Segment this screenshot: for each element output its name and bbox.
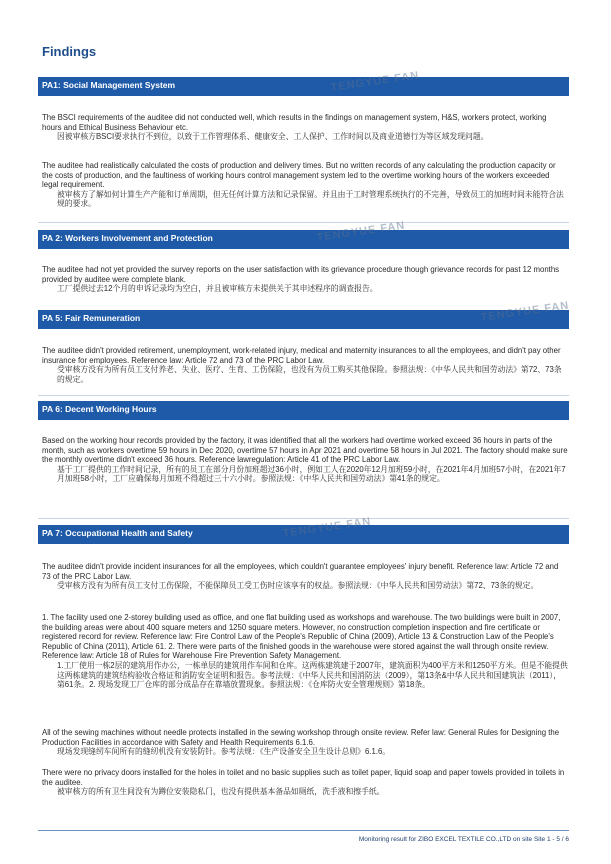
finding-text-zh: 工厂提供过去12个月的申诉记录均为空白，并且被审核方未提供关于其申述程序的调查报告。 bbox=[57, 284, 378, 294]
finding-text-en: The auditee had not yet provided the survey reports on the user satisfaction with its grievance procedure though grievance records for past 12 months provided by auditee were complete blank. bbox=[42, 265, 560, 284]
finding-text-zh: 1.工厂使用一栋2层的建筑用作办公，一栋单层的建筑用作车间和仓库。这两栋建筑建于2007年，建筑面积为400平方米和1250平方米。但是不能提供这两栋建筑的建筑结构验收合格证和消防安全证明和报告。参考法规：《中华人民共和国消防法（2009），第13条&中华人民共和国建筑法（2011），第61条。2. 现场发现工厂仓库的部分成品存在靠墙放置现象。参照法规：《仓库防火安全管理规则》第18条。 bbox=[57, 660, 568, 690]
finding-text-zh: 因被审核方BSCI要求执行不到位，以致于工作管理体系、健康安全、工人保护、工作时间以及商业道德行为等区域发现问题。 bbox=[57, 132, 489, 142]
page-title: Findings bbox=[42, 44, 97, 59]
finding-text-en: There were no privacy doors installed for the holes in toilet and no basic supplies such as toilet paper, liquid soap and paper towels provided in toilets in the auditee. bbox=[42, 768, 565, 787]
finding-text-zh: 被审核方了解如何计算生产产能和订单周期，但无任何计算方法和记录保留。并且由于工时管理系统执行的不完善，导致员工的加班时间未能符合法规的要求。 bbox=[57, 189, 564, 209]
finding-text-en: Based on the working hour records provided by the factory, it was identified that all the workers had overtime worked exceed 36 hours in parts of the month, such as workers overtime 59 hours in Dec 2020, overtime 57 hours in Apr 2021 and overtime 58 hours in Jul 2021. The factory should make sure the monthly overtime didn't exceed 36 hours. Reference lawregulation: Article 41 of the PRC Labor Law. bbox=[42, 436, 568, 465]
watermark: TENGYUE FAN bbox=[480, 299, 571, 324]
section-title: PA 7: Occupational Health and Safety bbox=[42, 528, 193, 538]
section-header-pa1 bbox=[38, 77, 569, 96]
section-title: PA 5: Fair Remuneration bbox=[42, 313, 141, 323]
finding-paragraph bbox=[42, 562, 568, 591]
divider bbox=[38, 395, 569, 396]
watermark: TENGYUE FAN bbox=[316, 219, 407, 244]
finding-paragraph bbox=[42, 613, 568, 690]
section-header-pa2 bbox=[38, 230, 569, 249]
finding-paragraph bbox=[42, 346, 568, 384]
finding-paragraph bbox=[42, 161, 568, 209]
section-title: PA 2: Workers Involvement and Protection bbox=[42, 233, 213, 243]
page-footer: Monitoring result for ZIBO EXCEL TEXTILE CO.,LTD on site Site 1 - 5 / 6 bbox=[358, 836, 569, 843]
footer-divider bbox=[38, 830, 569, 831]
section-header-pa6 bbox=[38, 401, 569, 420]
finding-paragraph bbox=[42, 436, 568, 484]
finding-text-en: The BSCI requirements of the auditee did not conducted well, which results in the findings on management system, H&S, workers protect, working hours and Ethical Business Behaviour etc. bbox=[42, 113, 547, 132]
finding-text-en: All of the sewing machines without needle protects installed in the sewing workshop through onsite review. Refer law: General Rules for Designing the Production Facilities in accordance with Safety and Health Requirements 6.1.6. bbox=[42, 728, 560, 747]
finding-text-en: The auditee didn't provide incident insurances for all the employees, which couldn't guarantee employees' injury benefit. Reference law: Article 72 and 73 of the PRC Labor Law. bbox=[42, 562, 559, 581]
watermark: TENGYUE FAN bbox=[330, 69, 421, 94]
finding-text-zh: 受审核方没有为所有员工支付工伤保险，不能保障员工受工伤时应该享有的权益。参照法规：《中华人民共和国劳动法》第72、73条的规定。 bbox=[57, 581, 539, 591]
watermark: TENGYUE FAN bbox=[282, 515, 373, 540]
section-title: PA1: Social Management System bbox=[42, 80, 176, 90]
finding-text-zh: 受审核方没有为所有员工支付养老、失业、医疗、生育、工伤保险，也没有为员工购买其他保险。参照法规：《中华人民共和国劳动法》第72、73条的规定。 bbox=[57, 365, 562, 384]
section-title: PA 6: Decent Working Hours bbox=[42, 404, 157, 414]
finding-text-en: The auditee didn't provided retirement, unemployment, work-related injury, medical and maternity insurances to all the employees, and didn't pay other insurance for employees. Reference law: Article 72 and 73 of the PRC Labor Law. bbox=[42, 346, 561, 365]
finding-text-zh: 被审核方的所有卫生间没有为蹲位安装隐私门，也没有提供基本备品如厕纸，洗手液和擦手纸。 bbox=[57, 787, 385, 797]
finding-text-en: The auditee had realistically calculated the costs of production and delivery times. But no written records of any calculating the production capacity or the costs of production, and the faultiness of working hours control management system led to the overtime working hours of the workers exceeded legal requirement. bbox=[42, 161, 556, 190]
finding-paragraph bbox=[42, 728, 568, 757]
divider bbox=[38, 518, 569, 519]
divider bbox=[38, 222, 569, 223]
finding-text-zh: 基于工厂提供的工作时间记录，所有的员工在部分月份加班超过36小时，例如工人在2020年12月加班59小时，在2021年4月加班57小时，在2021年7月加班58小时，工厂应确保每月加班不得超过三十六小时。参照法规：《中华人民共和国劳动法》第41条的规定。 bbox=[57, 464, 566, 484]
finding-paragraph bbox=[42, 768, 568, 797]
finding-paragraph bbox=[42, 113, 568, 142]
finding-paragraph bbox=[42, 265, 568, 294]
finding-text-zh: 现场发现缝纫车间所有的缝纫机没有安装防针。参考法规：《生产设备安全卫生设计总则》6.1.6。 bbox=[57, 747, 391, 757]
finding-text-en: 1. The facility used one 2-storey building used as office, and one flat building used as workshops and warehouse. The two buildings were built in 2007, the building areas were about 400 square meters and 1250 square meters. However, no construction completion inspection and fire certificate or registered record for review. Reference law: Fire Control Law of the People's Republic of China (2009), Article 13 & Construction Law of the People's Republic of China (2011), Article 61. 2. There were parts of the finished goods in the warehouse were stored against the wall through onsite review. Reference law: Article 18 of Rules for Warehouse Fire Prevention Safety Management. bbox=[42, 613, 561, 661]
